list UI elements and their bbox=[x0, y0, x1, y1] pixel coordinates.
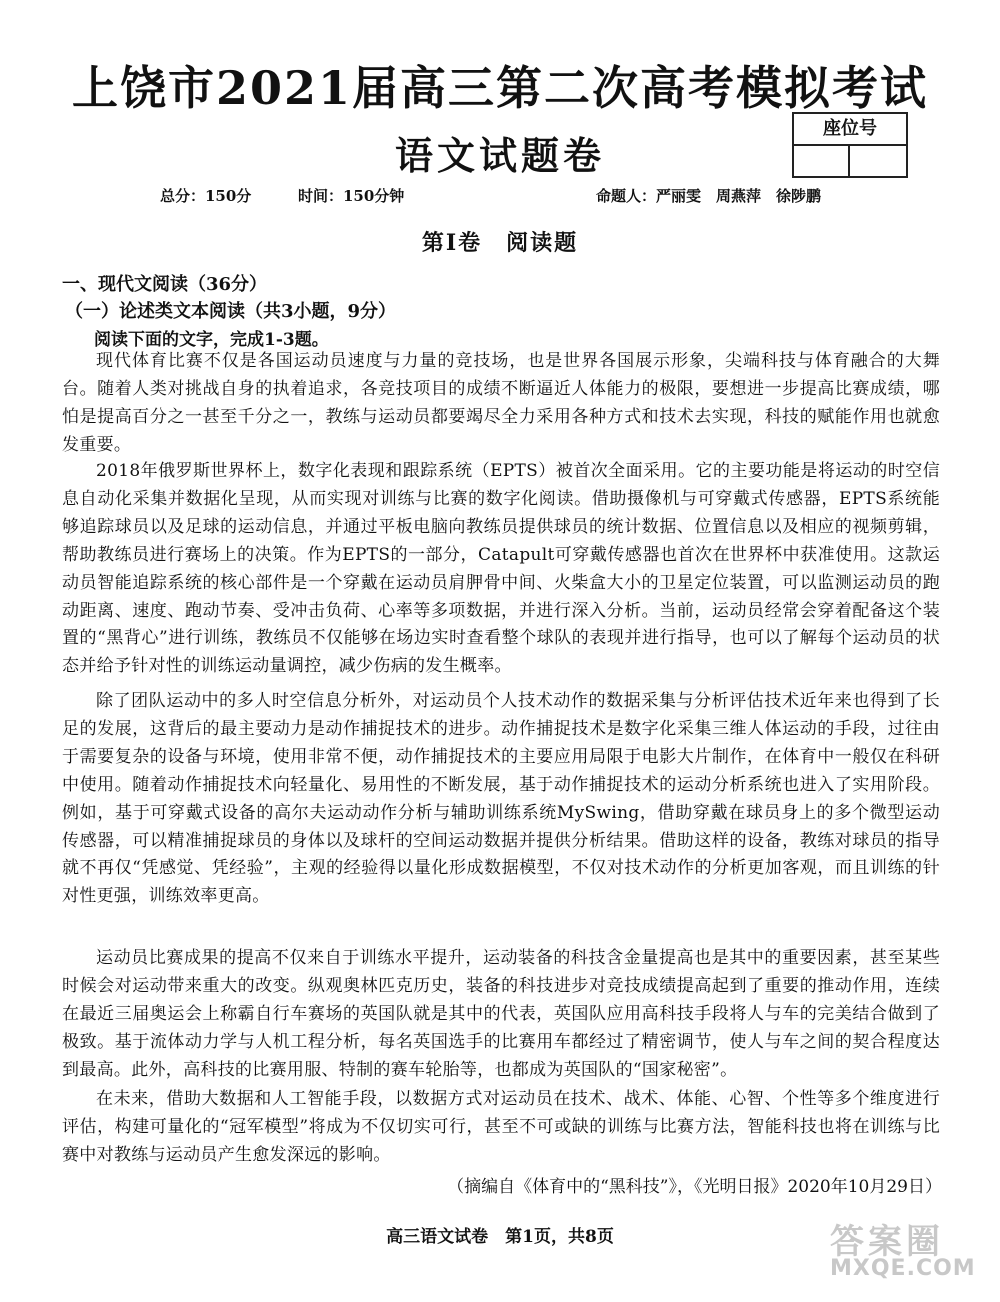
exam-title: 上饶市2021届高三第二次高考模拟考试 bbox=[71, 61, 929, 115]
watermark-logo bbox=[810, 1214, 980, 1294]
seat-number-divider bbox=[848, 146, 850, 176]
total-score: 总分：150分 bbox=[160, 187, 252, 205]
section-title: 第Ⅰ卷 阅读题 bbox=[421, 230, 579, 256]
exam-subtitle: 语文试题卷 bbox=[394, 133, 605, 178]
paragraph-3: 除了团队运动中的多人时空信息分析外，对运动员个人技术动作的数据采集与分析评估技术近年来也得到了长足的发展，这背后的最主要动力是动作捕捉技术的进步。动作捕捉技术是数字化采集三维人体运动的手段，过往由于需要复杂的设备与环境，使用非常不便，动作捕捉技术的主要应用局限于电影大片制作，在体育中一般仅在科研中使用。随着动作捕捉技术向轻量化、易用性的不断发展，基于动作捕捉技术的运动分析系统也进入了实用阶段。例如，基于可穿戴式设备的高尔夫运动动作分析与辅助训练系统MySwing，借助穿戴在球员身上的多个微型运动传感器，可以精准捕捉球员的身体以及球杆的空间运动数据并提供分析结果。借助这样的设备，教练对球员的指导就不再仅“凭感觉、凭经验”，主观的经验得以量化形成数据模型，不仅对技术动作的分析更加客观，而且训练的针对性更强，训练效率更高。 bbox=[62, 691, 940, 907]
paragraph-1: 现代体育比赛不仅是各国运动员速度与力量的竞技场，也是世界各国展示形象，尖端科技与体育融合的大舞台。随着人类对挑战自身的执着追求，各竞技项目的成绩不断逼近人体能力的极限，要想进一步提高比赛成绩，哪怕是提高百分之一甚至千分之一，教练与运动员都要竭尽全力采用各种方式和技术去实现，科技的赋能作用也就愈发重要。 bbox=[62, 351, 940, 455]
source-citation: （摘编自《体育中的“黑科技”》，《光明日报》2020年10月29日） bbox=[447, 1177, 942, 1197]
seat-number-box bbox=[792, 112, 908, 178]
paragraph-4: 运动员比赛成果的提高不仅来自于训练水平提升，运动装备的科技含金量提高也是其中的重要因素，甚至某些时候会对运动带来重大的改变。纵观奥林匹克历史，装备的科技进步对竞技成绩提高起到了重要的推动作用，连续在最近三届奥运会上称霸自行车赛场的英国队就是其中的代表，英国队应用高科技手段将人与车的完美结合做到了极致。基于流体动力学与人机工程分析，每名英国选手的比赛用车都经过了精密调节，使人与车之间的契合程度达到最高。此外，高科技的比赛用服、特制的赛车轮胎等，也都成为英国队的“国家秘密”。 bbox=[62, 948, 940, 1080]
paragraph-2: 2018年俄罗斯世界杯上，数字化表现和跟踪系统（EPTS）被首次全面采用。它的主要功能是将运动的时空信息自动化采集并数据化呈现，从而实现对训练与比赛的数字化阅读。借助摄像机与可穿戴式传感器，EPTS系统能够追踪球员以及足球的运动信息，并通过平板电脑向教练员提供球员的统计数据、位置信息以及相应的视频剪辑，帮助教练员进行赛场上的决策。作为EPTS的一部分，Catapult可穿戴传感器也首次在世界杯中获准使用。这款运动员智能追踪系统的核心部件是一个穿戴在运动员肩胛骨中间、火柴盒大小的卫星定位装置，可以监测运动员的跑动距离、速度、跑动节奏、受冲击负荷、心率等多项数据，并进行深入分析。当前，运动员经常会穿着配备这个装置的“黑背心”进行训练，教练员不仅能够在场边实时查看整个球队的表现并进行指导，也可以了解每个运动员的状态并给予针对性的训练运动量调控，减少伤病的发生概率。 bbox=[62, 461, 940, 677]
paragraph-5: 在未来，借助大数据和人工智能手段，以数据方式对运动员在技术、战术、体能、心智、个性等多个维度进行评估，构建可量化的“冠军模型”将成为不仅切实可行，甚至不可或缺的训练与比赛方法，智能科技也将在训练与比赛中对教练与运动员产生愈发深远的影响。 bbox=[62, 1089, 940, 1165]
instruction: 阅读下面的文字，完成1-3题。 bbox=[94, 330, 329, 350]
part-heading: 一、现代文阅读（36分） bbox=[62, 274, 268, 295]
page-footer: 高三语文试卷 第1页，共8页 bbox=[386, 1227, 614, 1247]
seat-number-label: 座位号 bbox=[794, 114, 906, 146]
watermark-text: 答案圈 bbox=[830, 1222, 944, 1262]
exam-time: 时间：150分钟 bbox=[298, 187, 405, 205]
sub-part-heading: （一）论述类文本阅读（共3小题，9分） bbox=[65, 301, 397, 322]
watermark-url: MXQE.COM bbox=[830, 1256, 976, 1281]
exam-authors: 命题人：严丽雯 周燕萍 徐陟鹏 bbox=[596, 187, 822, 205]
